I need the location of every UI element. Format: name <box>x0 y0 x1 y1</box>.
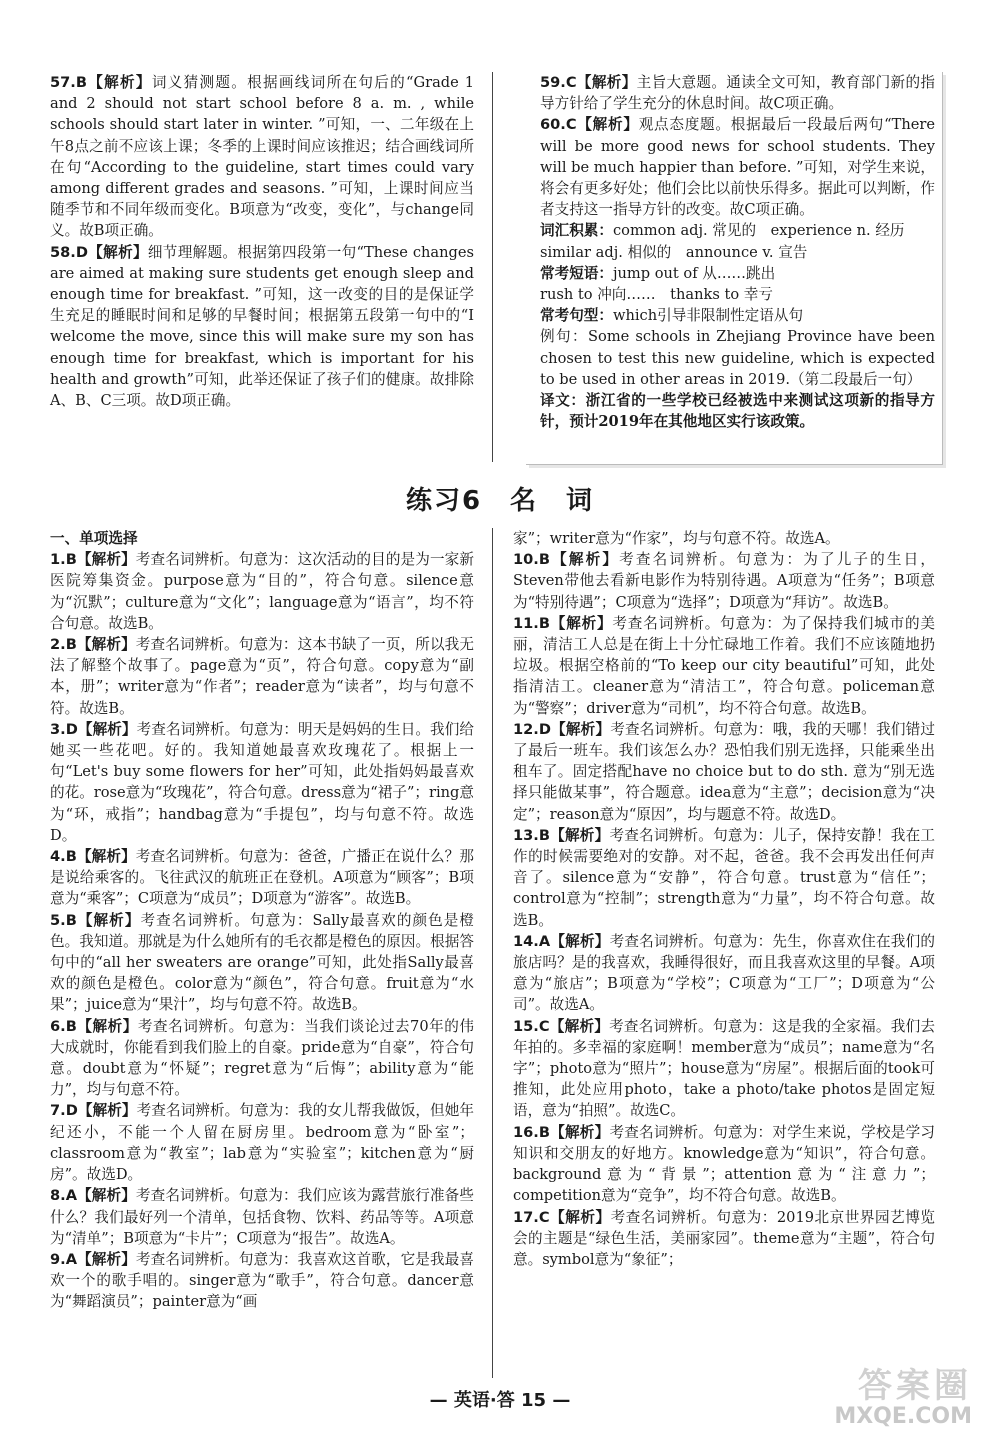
analysis-tag: 【解析】 <box>549 614 613 632</box>
vocab-label: 词汇积累： <box>540 222 613 240</box>
continued-text: 家”；writer意为“作家”，均与句意不符。故选A。 <box>513 530 840 547</box>
analysis-tag: 【解析】 <box>86 74 152 91</box>
top-right-column <box>540 72 935 432</box>
analysis-text: 观点态度题。根据最后一段最后两句“There will be more good news for school students. They will be much happier than before. ”可知，对学生来说，将会有更多好处；他们会比以前快乐得多。据此可以判断，作者支持这一指导方针的改变。故C项正确。 <box>540 116 935 219</box>
answer-number: 11.B <box>513 614 550 632</box>
answer-number: 10.B <box>513 551 550 569</box>
analysis-tag: 【解析】 <box>576 116 639 134</box>
analysis-text: 考查名词辨析。句意为：我的女儿帮我做饭，但她年纪还小，不能一个人留在厨房里。bedroom意为“卧室”；classroom意为“教室”；lab意为“实验室”；kitchen意为“厨房”。故选D。 <box>50 1102 474 1184</box>
watermark-cn: 答案圈 <box>858 1366 972 1406</box>
analysis-tag: 【解析】 <box>76 636 136 654</box>
answer-number: 13.B <box>513 826 550 844</box>
phrase-line1: jump out of 从……跳出 <box>612 264 776 282</box>
phrase-line2: rush to 冲向…… thanks to 幸亏 <box>540 286 773 304</box>
analysis-text: 考查名词辨析。句意为：Sally最喜欢的颜色是橙色。我知道。那就是为什么她所有的毛衣都是橙色的原因。根据答句中的“all her sweaters are orange”可知，此处指Sally最喜欢的颜色是橙色。color意为“颜色”，符合句意。fruit意为“水果”；juice意为“果汁”，均与句意不符。故选B。 <box>50 911 474 1014</box>
answer-number: 4.B <box>50 848 77 866</box>
answer-item <box>50 72 474 242</box>
analysis-tag: 【解析】 <box>549 1017 610 1035</box>
analysis-text: 考查名词辨析。句意为：这次活动的目的是为一家新医院筹集资金。purpose意为“目的”，符合句意。silence意为“沉默”；culture意为“文化”；language意为“语言”，均不符合句意。故选B。 <box>50 551 474 632</box>
answer-item <box>50 1100 474 1185</box>
answer-item <box>50 719 474 846</box>
analysis-text: 考查名词辨析。句意为：爸爸，广播正在说什么？那是说给乘客的。飞往武汉的航班正在登机。A项意为“顾客”；B项意为“乘客”；C项意为“成员”；D项意为“游客”。故选B。 <box>50 848 474 908</box>
analysis-text: 考查名词辨析。句意为：我们应该为露营旅行准备些什么？我们最好列一个清单，包括食物、饮料、药品等等。A项意为“清单”；B项意为“卡片”；C项意为“报告”。故选A。 <box>50 1187 474 1247</box>
watermark-en: MXQE.COM <box>834 1404 972 1429</box>
analysis-tag: 【解析】 <box>549 1208 611 1226</box>
section-heading: 一、单项选择 <box>50 530 138 547</box>
answer-number: 2.B <box>50 636 77 654</box>
analysis-text: 考查名词辨析。句意为：当我们谈论过去70年的伟大成就时，你能看到我们脸上的自豪。pride意为“自豪”，符合句意。doubt意为“怀疑”；regret意为“后悔”；ability意为“能力”，均与句意不符。 <box>50 1017 474 1099</box>
answer-number: 12.D <box>513 720 551 738</box>
analysis-text: 考查名词辨析。句意为：这是我的全家福。我们去年拍的。多幸福的家庭啊！member意为“成员”；name意为“名字”；photo意为“照片”；house意为“房屋”。根据后面的took可推知，此处应用photo，take a photo/take photos是固定短语，意为“拍照”。故选C。 <box>513 1017 935 1120</box>
analysis-text: 考查名词辨析。句意为：哦，我的天哪！我们错过了最后一班车。我们该怎么办？恐怕我们别无选择，只能乘坐出租车了。固定搭配have no choice but to do sth. 意为“别无选择只能做某事”，符合题意。idea意为“主意”；decision意为“决定”；reason意为“原因”，均与题意不符。故选D。 <box>513 720 935 823</box>
answer-item <box>50 1249 474 1313</box>
analysis-text: 考查名词辨析。句意为：为了儿子的生日，Steven带他去看新电影作为特别待遇。A项意为“任务”；B项意为“特别待遇”；C项意为“选择”；D项意为“拜访”。故选B。 <box>513 551 935 611</box>
analysis-tag: 【解析】 <box>76 848 136 866</box>
analysis-tag: 【解析】 <box>76 1017 138 1035</box>
analysis-text: 考查名词辨析。句意为：这本书缺了一页，所以我无法了解整个故事了。page意为“页”，符合句意。copy意为“副本，册”；writer意为“作者”；reader意为“读者”，均与句意不符。故选B。 <box>50 636 474 717</box>
analysis-text: 细节理解题。根据第四段第一句“These changes are aimed at making sure students get enough sleep and enough time for breakfast. ”可知，这一改变的目的是保证学生充足的睡眠时间和足够的早餐时间；根据第五段第一句中的“I welcome the move, since this will make sure my son has enough time for breakfast, which is important for his health and growth”可知，此举还保证了孩子们的健康。故排除A、B、C三项。故D项正确。 <box>50 243 474 410</box>
answer-item <box>513 549 935 613</box>
answer-number: 60.C <box>540 116 577 134</box>
answer-item <box>513 1016 935 1122</box>
answer-number: 14.A <box>513 932 551 950</box>
analysis-tag: 【解析】 <box>549 1123 610 1141</box>
vocab-section <box>540 220 935 432</box>
analysis-tag: 【解析】 <box>77 1250 136 1268</box>
bottom-right-column <box>513 528 935 1270</box>
translation-label: 译文： <box>540 392 586 410</box>
top-left-column <box>50 72 474 411</box>
answer-item <box>513 1122 935 1207</box>
answer-item <box>513 825 935 931</box>
analysis-text: 考查名词辨析。句意为：对学生来说，学校是学习知识和交朋友的好地方。knowledge意为“知识”，符合句意。background意为“背景”；attention意为“注意力”；competition意为“竞争”，均不符合句意。故选B。 <box>513 1123 935 1205</box>
answer-number: 15.C <box>513 1017 550 1035</box>
answer-number: 6.B <box>50 1017 77 1035</box>
answer-number: 5.B <box>50 911 77 929</box>
page-footer: — 英语·答 15 — <box>429 1390 571 1411</box>
answer-number: 9.A <box>50 1250 77 1268</box>
answer-item <box>50 846 474 910</box>
answer-item <box>513 719 935 825</box>
answer-number: 1.B <box>50 551 77 569</box>
analysis-tag: 【解析】 <box>76 551 136 569</box>
sentence-label: 常考句型： <box>540 307 613 325</box>
analysis-tag: 【解析】 <box>77 720 137 738</box>
analysis-tag: 【解析】 <box>77 1102 137 1120</box>
example-label: 例句： <box>540 328 589 346</box>
answer-number: 8.A <box>50 1187 77 1205</box>
analysis-tag: 【解析】 <box>87 243 148 261</box>
translation-text: 浙江省的一些学校已经被选中来测试这项新的指导方针，预计2019年在其他地区实行该政策。 <box>540 392 935 431</box>
watermark-logo <box>797 1368 972 1428</box>
analysis-tag: 【解析】 <box>77 1187 136 1205</box>
analysis-text: 考查名词辨析。句意为：为了保持我们城市的美丽，清洁工人总是在街上十分忙碌地工作着。我们不应该随地扔垃圾。根据空格前的“To keep our city beautiful”可知，此处指清洁工。cleaner意为“清洁工”，符合句意。policeman意为“警察”；driver意为“司机”，均不符合句意。故选B。 <box>513 614 935 717</box>
answer-item <box>50 242 474 412</box>
example-text: Some schools in Zhejiang Province have been chosen to test this new guideline, which is expected to be used in other areas in 2019.（第二段最后一句） <box>540 328 935 388</box>
sentence-text: which引导非限制性定语从句 <box>612 307 804 325</box>
analysis-tag: 【解析】 <box>76 911 141 929</box>
answer-number: 58.D <box>50 243 88 261</box>
answer-item <box>50 1185 474 1249</box>
section-title: 练习6 名 词 <box>405 486 595 516</box>
answer-item <box>50 549 474 634</box>
analysis-text: 考查名词辨析。句意为：先生，你喜欢住在我们的旅店吗？是的我喜欢，我睡得很好，而且我喜欢这里的早餐。A项意为“旅店”；B项意为“学校”；C项意为“工厂”；D项意为“公司”。故选A。 <box>513 932 935 1014</box>
answer-item <box>50 910 474 1016</box>
analysis-tag: 【解析】 <box>550 932 610 950</box>
analysis-text: 词义猜测题。根据画线词所在句后的“Grade 1 and 2 should not start school before 8 a. m. , while schools should start later in winter. ”可知，一、二年级在上午8点之前不应该上课；冬季的上课时间应该推迟；结合画线词所在句“According to the guideline, start times could vary among different grades and seasons. ”可知，上课时间应当随季节和不同年级而变化。B项意为“改变，变化”，与change同义。故B项正确。 <box>50 74 474 240</box>
analysis-text: 主旨大意题。通读全文可知，教育部门新的指导方针给了学生充分的休息时间。故C项正确。 <box>540 74 935 113</box>
analysis-tag: 【解析】 <box>576 74 637 91</box>
answer-item <box>540 114 935 220</box>
analysis-tag: 【解析】 <box>549 826 610 844</box>
answer-item <box>50 634 474 719</box>
answer-item <box>513 1207 935 1271</box>
answer-item <box>513 931 935 1016</box>
vocab-line1: common adj. 常见的 experience n. 经历 <box>612 222 905 240</box>
answer-number: 3.D <box>50 720 78 738</box>
column-divider-bottom <box>492 528 493 1378</box>
analysis-text: 考查名词辨析。句意为：儿子，保持安静！我在工作的时候需要绝对的安静。对不起，爸爸。我不会再发出任何声音了。silence意为“安静”，符合句意。trust意为“信任”；control意为“控制”；strength意为“力量”，均不符合句意。故选B。 <box>513 826 935 929</box>
analysis-tag: 【解析】 <box>549 551 620 569</box>
bottom-left-column <box>50 528 474 1313</box>
vocab-line2: similar adj. 相似的 announce v. 宣告 <box>540 243 808 261</box>
analysis-tag: 【解析】 <box>550 720 611 738</box>
answer-item <box>540 72 935 114</box>
analysis-text: 考查名词辨析。句意为：2019北京世界园艺博览会的主题是“绿色生活，美丽家园”。theme意为“主题”，符合句意。symbol意为“象征”； <box>513 1208 935 1268</box>
phrase-label: 常考短语： <box>540 264 613 282</box>
analysis-text: 考查名词辨析。句意为：我喜欢这首歌，它是我最喜欢一个的歌手唱的。singer意为“歌手”，符合句意。dancer意为“舞蹈演员”；painter意为“画 <box>50 1250 474 1311</box>
column-divider-top <box>492 72 493 462</box>
answer-item <box>50 1016 474 1101</box>
analysis-text: 考查名词辨析。句意为：明天是妈妈的生日。我们给她买一些花吧。好的。我知道她最喜欢玫瑰花了。根据上一句“Let's buy some flowers for her”可知，此处指妈妈最喜欢的花。rose意为“玫瑰花”，符合句意。dress意为“裙子”；ring意为“环，戒指”；handbag意为“手提包”，均与句意不符。故选D。 <box>50 720 474 844</box>
answer-number: 16.B <box>513 1123 550 1141</box>
answer-number: 7.D <box>50 1102 78 1120</box>
answer-number: 59.C <box>540 74 577 91</box>
answer-item <box>513 613 935 719</box>
answer-number: 57.B <box>50 74 87 91</box>
answer-number: 17.C <box>513 1208 550 1226</box>
